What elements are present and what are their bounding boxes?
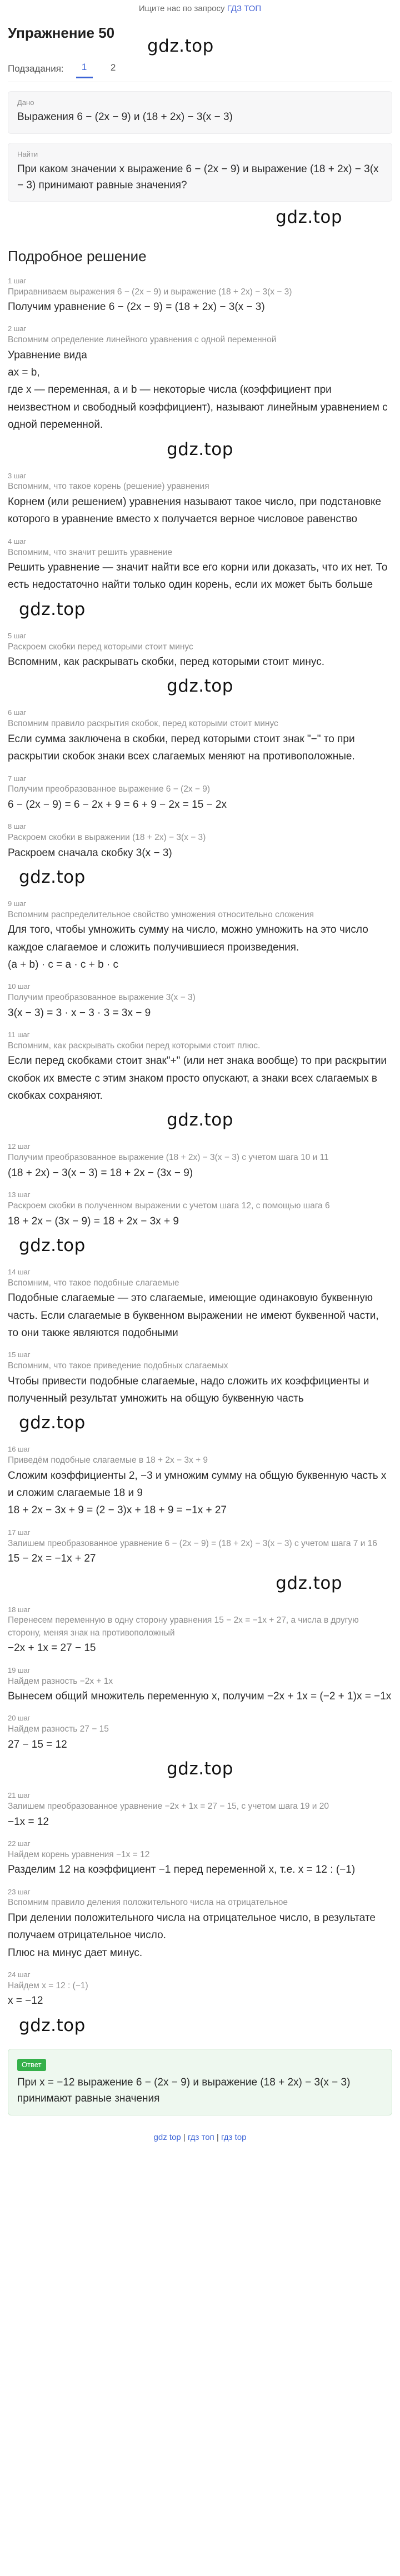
- step-hint: Вспомним распределительное свойство умножения относительно сложения: [8, 909, 314, 919]
- solution-step: [8, 1666, 392, 1705]
- step-hint: Найдем корень уравнения −1x = 12: [8, 1849, 150, 1859]
- solution-step: [8, 1031, 392, 1104]
- solution-step: [8, 1605, 392, 1657]
- step-hint: Перенесем переменную в одну сторону уравнения 15 − 2x = −1x + 27, а числа в другую сторону, меняя знак на противоположный: [8, 1615, 359, 1638]
- solution-step: [8, 537, 392, 594]
- solution-step: [8, 774, 392, 814]
- step-hint: Найдем x = 12 : (−1): [8, 1980, 88, 1990]
- step-number: 1 шаг: [8, 276, 27, 285]
- answer-text: При x = −12 выражение 6 − (2x − 9) и выражение (18 + 2x) − 3(x − 3) принимают равные значения: [17, 2076, 351, 2105]
- watermark: gdz.top: [147, 36, 214, 57]
- solution-step: [8, 899, 392, 973]
- footer-link[interactable]: гдз top: [221, 2132, 247, 2142]
- step-hint: Получим преобразованное выражение 3(x − 3): [8, 993, 196, 1003]
- step-hint: Найдем разность 27 − 15: [8, 1724, 109, 1734]
- step-body: Сложим коэффициенты 2, −3 и умножим сумму на общую буквенную часть x и сложим слагаемые 18 и 9 18 + 2x − 3x + 9 = (2 − 3)x + 18 + 9 = −1x + 27: [8, 1469, 387, 1517]
- find-tag: Найти: [17, 149, 38, 158]
- footer-link[interactable]: гдз топ: [188, 2132, 214, 2142]
- watermark: gdz.top: [276, 1573, 342, 1593]
- solution-step: [8, 1268, 392, 1342]
- step-body: Если сумма заключена в скобки, перед которыми стоит знак "−" то при раскрытии скобок знаки всех слагаемых меняют на противоположные.: [8, 733, 355, 763]
- step-body: (18 + 2x) − 3(x − 3) = 18 + 2x − (3x − 9): [8, 1167, 193, 1179]
- step-body: −2x + 1x = 27 − 15: [8, 1642, 96, 1654]
- step-hint: Раскроем скобки в полученном выражении с учетом шага 12, с помощью шага 6: [8, 1201, 330, 1211]
- solution-step: [8, 982, 392, 1022]
- step-number: 24 шаг: [8, 1970, 31, 1979]
- find-text: При каком значении x выражение 6 − (2x − 9) и выражение (18 + 2x) − 3(x − 3) принимают равные значения?: [17, 163, 379, 191]
- step-number: 19 шаг: [8, 1665, 31, 1674]
- solution-step: [8, 1888, 392, 1962]
- step-number: 17 шаг: [8, 1528, 31, 1537]
- step-number: 6 шаг: [8, 708, 27, 717]
- step-body: Корнем (или решением) уравнения называют такое число, при подстановке которого в уравнение вместо x получается верное числовое равенство: [8, 496, 382, 526]
- watermark: gdz.top: [167, 1110, 233, 1131]
- step-number: 9 шаг: [8, 899, 27, 908]
- watermark: gdz.top: [19, 867, 86, 887]
- solution-step: [8, 277, 392, 316]
- step-body: Раскроем сначала скобку 3(x − 3): [8, 847, 172, 859]
- solution-step: [8, 632, 392, 671]
- solution-title: Подробное решение: [8, 248, 147, 265]
- solution-step: [8, 324, 392, 433]
- step-hint: Вспомним правило деления положительного числа на отрицательное: [8, 1898, 288, 1908]
- step-number: 14 шаг: [8, 1267, 31, 1276]
- solution-step: [8, 1839, 392, 1879]
- step-body: x = −12: [8, 1995, 43, 2007]
- step-number: 12 шаг: [8, 1142, 31, 1151]
- step-body: 27 − 15 = 12: [8, 1738, 67, 1750]
- solution-step: [8, 1445, 392, 1519]
- watermark: gdz.top: [167, 1759, 233, 1779]
- step-number: 22 шаг: [8, 1839, 31, 1848]
- subtasks-bar: [8, 60, 392, 82]
- step-body: Решить уравнение — значит найти все его корни или доказать, что их нет. То есть недостаточно найти только один корень, если их может быть больше: [8, 561, 388, 591]
- step-hint: Вспомним, что такое корень (решение) уравнения: [8, 482, 209, 492]
- step-hint: Запишем преобразованное уравнение 6 − (2x − 9) = (18 + 2x) − 3(x − 3) с учетом шага 7 и 16: [8, 1538, 377, 1548]
- step-body: Если перед скобками стоит знак"+" (или нет знака вообще) то при раскрытии скобок их вместе с этим знаком просто опускают, а знаки всех слагаемых в скобках сохраняют.: [8, 1055, 387, 1102]
- step-hint: Найдем разность −2x + 1x: [8, 1676, 113, 1686]
- watermark: gdz.top: [167, 676, 233, 697]
- answer-card: [8, 2049, 392, 2115]
- solution-step: [8, 1970, 392, 2010]
- search-hint-link[interactable]: ГДЗ ТОП: [227, 4, 262, 13]
- search-hint: [0, 0, 400, 16]
- find-card: [8, 143, 392, 202]
- step-number: 5 шаг: [8, 631, 27, 640]
- subtasks-label: Подзадания:: [8, 63, 64, 74]
- watermark: gdz.top: [167, 439, 233, 459]
- step-body: Вспомним, как раскрывать скобки, перед которыми стоит минус.: [8, 656, 324, 668]
- footer-sep: |: [181, 2132, 188, 2142]
- given-card: [8, 91, 392, 134]
- step-body: Вынесем общий множитель переменную x, получим −2x + 1x = (−2 + 1)x = −1x: [8, 1690, 392, 1703]
- step-body: 15 − 2x = −1x + 27: [8, 1553, 96, 1565]
- step-number: 23 шаг: [8, 1887, 31, 1896]
- step-number: 16 шаг: [8, 1445, 31, 1454]
- footer-sep: |: [214, 2132, 221, 2142]
- step-number: 20 шаг: [8, 1714, 31, 1723]
- step-body: При делении положительного числа на отрицательное число, в результате получаем отрицательное число. Плюс на минус дает минус.: [8, 1912, 376, 1959]
- solution-step: [8, 1350, 392, 1407]
- step-number: 7 шаг: [8, 774, 27, 783]
- watermark: gdz.top: [276, 207, 342, 228]
- step-number: 21 шаг: [8, 1791, 31, 1800]
- solution-step: [8, 1791, 392, 1830]
- step-number: 11 шаг: [8, 1031, 30, 1039]
- step-body: Для того, чтобы умножить сумму на число, можно умножить на это число каждое слагаемое и сложить получившиеся произведения. (a + b) · c = a · c + b · c: [8, 924, 368, 971]
- watermark: gdz.top: [19, 599, 86, 619]
- step-body: Подобные слагаемые — это слагаемые, имеющие одинаковую буквенную часть. Если слагаемые в буквенном выражении не имеют буквенной части, то они также являются подобными: [8, 1292, 379, 1339]
- watermark: gdz.top: [19, 1235, 86, 1256]
- watermark: gdz.top: [19, 1413, 86, 1433]
- step-hint: Вспомним, что такое подобные слагаемые: [8, 1278, 179, 1288]
- solution-step: [8, 472, 392, 528]
- step-hint: Получим преобразованное выражение 6 − (2x − 9): [8, 784, 211, 794]
- step-hint: Вспомним, что такое приведение подобных слагаемых: [8, 1361, 228, 1371]
- step-hint: Раскроем скобки перед которыми стоит минус: [8, 642, 193, 652]
- given-tag: Дано: [17, 98, 34, 107]
- footer: [0, 2125, 400, 2150]
- step-hint: Вспомним правило раскрытия скобок, перед которыми стоит минус: [8, 719, 278, 729]
- watermark: gdz.top: [19, 2015, 86, 2035]
- solution-step: [8, 708, 392, 765]
- step-number: 3 шаг: [8, 471, 27, 480]
- solution-step: [8, 1191, 392, 1230]
- step-hint: Вспомним определение линейного уравнения с одной переменной: [8, 335, 277, 345]
- step-body: Получим уравнение 6 − (2x − 9) = (18 + 2x) − 3(x − 3): [8, 301, 265, 313]
- subtask-tab-1[interactable]: 1: [76, 60, 93, 78]
- step-hint: Раскроем скобки в выражении (18 + 2x) − 3(x − 3): [8, 833, 206, 843]
- step-number: 13 шаг: [8, 1191, 31, 1199]
- step-hint: Получим преобразованное выражение (18 + 2x) − 3(x − 3) с учетом шага 10 и 11: [8, 1153, 329, 1163]
- solution-step: [8, 1714, 392, 1753]
- steps-list: [8, 277, 392, 2039]
- step-body: 3(x − 3) = 3 · x − 3 · 3 = 3x − 9: [8, 1007, 151, 1019]
- step-number: 4 шаг: [8, 537, 27, 546]
- step-number: 2 шаг: [8, 324, 27, 333]
- step-body: Чтобы привести подобные слагаемые, надо сложить их коэффициенты и полученный результат умножить на общую буквенную часть: [8, 1375, 369, 1405]
- step-hint: Вспомним, как раскрывать скобки перед которыми стоит плюс.: [8, 1041, 261, 1051]
- step-number: 18 шаг: [8, 1605, 31, 1614]
- footer-link[interactable]: gdz top: [153, 2132, 181, 2142]
- step-body: Уравнение вида ax = b, где x — переменная, a и b — некоторые числа (коэффициент при неизвестном и свободный коэффициент), называют линейным уравнением с одной переменной.: [8, 349, 388, 431]
- step-hint: Запишем преобразованное уравнение −2x + 1x = 27 − 15, с учетом шага 19 и 20: [8, 1802, 329, 1812]
- search-hint-prefix: Ищите нас по запросу: [138, 4, 227, 13]
- step-body: −1x = 12: [8, 1815, 49, 1828]
- solution-step: [8, 822, 392, 862]
- step-hint: Приведём подобные слагаемые в 18 + 2x − 3x + 9: [8, 1455, 208, 1465]
- page-title: Упражнение 50: [8, 24, 115, 42]
- step-body: 18 + 2x − (3x − 9) = 18 + 2x − 3x + 9: [8, 1215, 179, 1227]
- step-hint: Приравниваем выражения 6 − (2x − 9) и выражение (18 + 2x) − 3(x − 3): [8, 287, 292, 297]
- step-number: 15 шаг: [8, 1350, 31, 1359]
- step-number: 8 шаг: [8, 822, 27, 831]
- step-hint: Вспомним, что значит решить уравнение: [8, 547, 173, 557]
- step-number: 10 шаг: [8, 982, 31, 991]
- answer-tag: Ответ: [17, 2059, 46, 2071]
- subtask-tab-2[interactable]: 2: [110, 62, 116, 73]
- solution-step: [8, 1142, 392, 1182]
- step-body: Разделим 12 на коэффициент −1 перед переменной x, т.е. x = 12 : (−1): [8, 1864, 356, 1876]
- given-text: Выражения 6 − (2x − 9) и (18 + 2x) − 3(x − 3): [17, 111, 233, 123]
- solution-step: [8, 1528, 392, 1568]
- step-body: 6 − (2x − 9) = 6 − 2x + 9 = 6 + 9 − 2x = 15 − 2x: [8, 798, 227, 811]
